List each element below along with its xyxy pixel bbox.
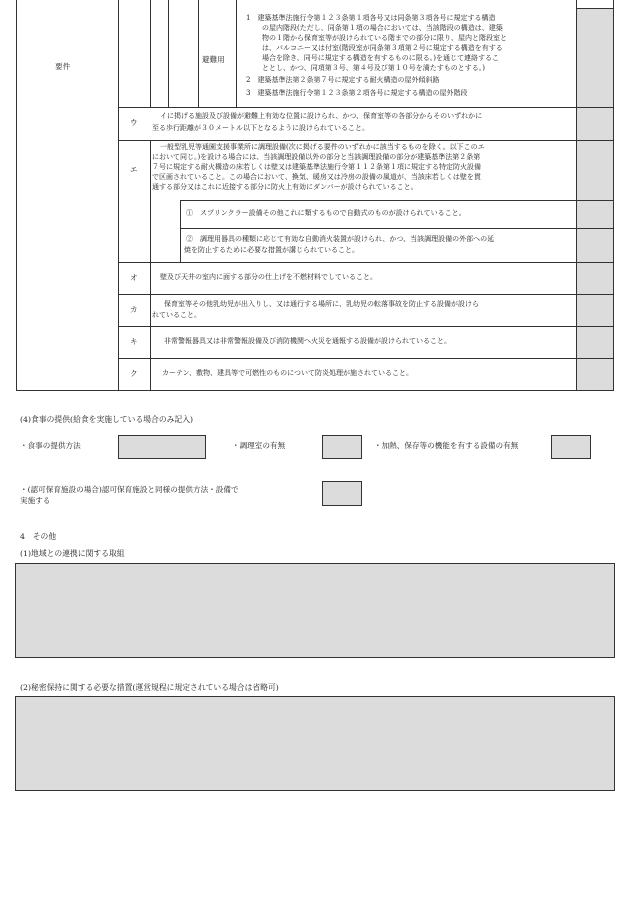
kitchen-field[interactable]	[322, 435, 362, 459]
col-divider	[16, 0, 17, 391]
licensed-method-label: ・(認可保育施設の場合)認可保育施設と同様の提供方法・設備で	[20, 485, 239, 494]
meal-method-label: ・食事の提供方法	[20, 441, 81, 450]
refuge-label: 避難用	[202, 55, 225, 64]
row-divider	[118, 358, 614, 359]
check-cell[interactable]	[577, 108, 613, 140]
privacy-textarea[interactable]	[15, 696, 615, 791]
privacy-heading: (2)秘密保持に関する必要な措置(運営規程に規定されている場合は省略可)	[20, 683, 279, 692]
row-divider	[180, 228, 614, 229]
heating-equipment-label: ・加熱、保存等の機能を有する設備の有無	[374, 441, 519, 450]
col-divider	[198, 0, 199, 108]
stair-item-2: 2 建築基準法第２条第７号に規定する耐火構造の屋外傾斜路	[246, 76, 440, 84]
heating-equipment-field[interactable]	[551, 435, 591, 459]
row-divider	[16, 390, 614, 391]
item-ka-text-cont: れていること。	[152, 311, 201, 319]
check-cell[interactable]	[577, 359, 613, 390]
col-divider	[150, 0, 151, 108]
item-letter-e: エ	[130, 165, 138, 174]
col-divider	[236, 0, 237, 108]
licensed-method-label-cont: 実施する	[20, 496, 51, 505]
item-letter-ki: キ	[130, 337, 138, 346]
item-ka-text: 保育室等その他乳幼児が出入りし、又は通行する場所に、乳幼児の転落事故を防止する設備が設けら	[164, 300, 479, 308]
check-cell-border	[576, 8, 614, 9]
item-letter-ku: ク	[130, 369, 138, 378]
meal-method-field[interactable]	[118, 435, 206, 459]
row-divider	[118, 107, 614, 108]
col-divider	[150, 140, 151, 391]
stair-item-1: 1 建築基準法施行令第１２３条第１項各号又は同条第３項各号に規定する構造	[246, 14, 496, 22]
other-heading: 4 その他	[20, 532, 57, 541]
col-divider	[118, 0, 119, 391]
item-letter-u: ウ	[130, 118, 138, 127]
stair-item-1-cont: 物の１階から保育室等が設けられている階までの部分に限り、屋内と階段室と	[262, 34, 507, 42]
check-cell[interactable]	[577, 327, 613, 358]
licensed-method-field[interactable]	[322, 481, 362, 506]
stair-item-3: 3 建築基準法施行令第１２３条第２項各号に規定する構造の屋外階段	[246, 89, 468, 97]
col-divider	[168, 0, 169, 108]
check-cell[interactable]	[577, 229, 613, 262]
row-divider	[118, 294, 614, 295]
requirement-label: 要件	[55, 62, 71, 71]
item-o-text: 壁及び天井の室内に面する部分の仕上げを不燃材料でしていること。	[160, 273, 377, 281]
stair-item-1-cont: の屋内階段(ただし、同条第１項の場合においては、当該階段の構造は、建築	[262, 24, 503, 32]
item-letter-o: オ	[130, 273, 138, 282]
item-u-text-cont: 至る歩行距離が３０メートル以下となるように設けられていること。	[152, 124, 369, 132]
check-cell[interactable]	[577, 295, 613, 326]
check-cell[interactable]	[577, 8, 613, 107]
stair-item-1-cont: は、バルコニー又は付室(階段室が同条第３項第２号に規定する構造を有する	[262, 44, 503, 52]
community-textarea[interactable]	[15, 563, 615, 658]
item-e-text-cont: において同じ。)を設ける場合には、当該調理設備以外の部分と当該調理設備の部分が建築基準法第２条第	[152, 153, 481, 161]
row-divider	[118, 262, 614, 263]
stair-item-1-cont: ととし、かつ、同項第３号、第４号及び第１０号を満たすものとする。)	[262, 64, 485, 72]
item-e-text-cont: で区画されていること。この場合において、換気、暖房又は冷房の設備の風道が、当該床若しくは壁を貫	[152, 173, 481, 181]
row-divider	[118, 140, 614, 141]
item-letter-ka: カ	[130, 305, 138, 314]
item-e-text-cont: 通する部分又はこれに近接する部分に防火上有効にダンパーが設けられていること。	[152, 183, 418, 191]
item-ku-text: カーテン、敷物、建具等で可燃性のものについて防炎処理が施されていること。	[162, 369, 413, 377]
meals-heading: (4)食事の提供(給食を実施している場合のみ記入)	[20, 415, 194, 424]
row-divider	[118, 326, 614, 327]
item-u-text: イに掲げる施設及び設備が避難上有効な位置に設けられ、かつ、保育室等の各部分からそのいずれかに	[160, 112, 483, 120]
item-e-sub-2-cont: 焼を防止するために必要な措置が講じられていること。	[184, 246, 359, 254]
col-divider	[613, 0, 614, 391]
row-divider	[180, 200, 614, 201]
community-heading: (1)地域との連携に関する取組	[20, 549, 125, 558]
check-cell[interactable]	[577, 141, 613, 200]
item-e-sub-2: ② 調理用器具の種類に応じて有効な自動消火装置が設けられ、かつ、当該調理設備の外部への延	[186, 235, 495, 243]
item-e-text-cont: ７号に規定する耐火構造の床若しくは壁又は建築基準法施行令第１１２条第１項に規定する特定防火設備	[152, 163, 481, 171]
check-cell[interactable]	[577, 263, 613, 294]
kitchen-label: ・調理室の有無	[232, 441, 286, 450]
item-e-sub-1: ① スプリンクラー設備その他これに類するもので自動式のものが設けられていること。	[186, 209, 466, 217]
col-divider	[180, 200, 181, 262]
stair-item-1-cont: 場合を除き、同号に規定する構造を有するものに限る。)を通じて連絡するこ	[262, 54, 499, 62]
item-ki-text: 非常警報器具又は非常警報設備及び消防機関へ火災を通報する設備が設けられていること。	[164, 337, 451, 345]
check-cell[interactable]	[577, 201, 613, 228]
item-e-text: 一般型乳児等通園支援事業所に調理設備(次に掲げる要件のいずれかに該当するものを除く。以下このエ	[160, 143, 485, 151]
